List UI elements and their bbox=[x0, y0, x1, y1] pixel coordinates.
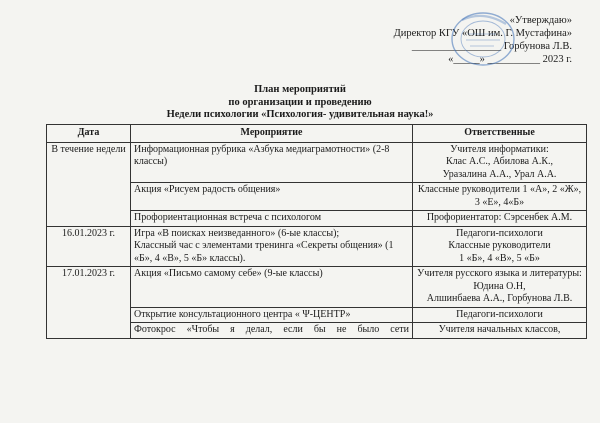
responsible-cell bbox=[413, 267, 587, 308]
approval-date: «_____» __________ 2023 г. bbox=[448, 54, 572, 65]
header-responsible: Ответственные bbox=[413, 125, 587, 143]
event-line: Игра «В поисках неизведанного» (6-ые классы); bbox=[134, 227, 340, 239]
event-line: Классный час с элементами тренинга «Секреты общения» (1 «Б», 4 «В», 5 «Б» классы). bbox=[134, 240, 394, 264]
header-event: Мероприятие bbox=[131, 125, 413, 143]
event-cell: Профориентационная встреча с психологом bbox=[131, 211, 413, 227]
title-line-2: по организации и проведению bbox=[228, 96, 372, 108]
responsible-line: Алшинбаева А.А., Горбунова Л.В. bbox=[426, 293, 573, 304]
event-cell: Акция «Письмо самому себе» (9-ые классы) bbox=[131, 267, 413, 308]
official-seal-stamp bbox=[448, 10, 518, 68]
event-cell: Информационная рубрика «Азбука медиаграмотности» (2-8 классы) bbox=[131, 142, 413, 183]
responsible-cell: Учителя начальных классов, bbox=[413, 323, 587, 339]
responsible-line: Клас А.С., Абилова А.К., bbox=[446, 156, 553, 167]
event-cell: Открытие консультационного центра « Ψ-ЦЕНТР» bbox=[131, 307, 413, 323]
events-table bbox=[46, 124, 587, 339]
table-row bbox=[47, 226, 587, 267]
responsible-line: Уразалина А.А., Урал А.А. bbox=[442, 168, 557, 180]
responsible-line: 1 «Б», 4 «В», 5 «Б» bbox=[459, 252, 540, 264]
event-cell: Акция «Рисуем радость общения» bbox=[131, 183, 413, 211]
header-date: Дата bbox=[47, 125, 131, 143]
responsible-line: Учителя информатики: bbox=[450, 143, 549, 155]
title-line-3: Недели психологии «Психология- удивительная наука!» bbox=[166, 109, 434, 120]
table-row bbox=[47, 142, 587, 183]
event-cell bbox=[131, 226, 413, 267]
approval-signature: _________________ Горбунова Л.В. bbox=[411, 41, 572, 52]
responsible-cell: Классные руководители 1 «А», 2 «Ж», 3 «Е», 4«Б» bbox=[413, 183, 587, 211]
date-cell: В течение недели bbox=[47, 142, 131, 226]
table-row bbox=[47, 267, 587, 308]
responsible-line: Педагоги-психологи bbox=[456, 227, 543, 239]
responsible-cell bbox=[413, 226, 587, 267]
date-cell: 16.01.2023 г. bbox=[47, 226, 131, 267]
date-cell: 17.01.2023 г. bbox=[47, 267, 131, 339]
approval-heading: «Утверждаю» bbox=[509, 15, 572, 26]
responsible-line: Учителя русского языка и литературы: Юдина О.Н, bbox=[417, 268, 582, 292]
responsible-line: Классные руководители bbox=[448, 240, 551, 251]
title-line-1: План мероприятий bbox=[254, 84, 346, 95]
approval-director: Директор КГУ «ОШ им. Г. Мустафина» bbox=[393, 28, 572, 39]
document-title bbox=[0, 84, 600, 122]
event-cell: Фотокрос «Чтобы я делал, если бы не было сети bbox=[131, 323, 413, 339]
responsible-cell: Профориентатор: Сэрсенбек А.М. bbox=[413, 211, 587, 227]
responsible-cell bbox=[413, 142, 587, 183]
responsible-cell: Педагоги-психологи bbox=[413, 307, 587, 323]
table-header-row bbox=[47, 125, 587, 143]
